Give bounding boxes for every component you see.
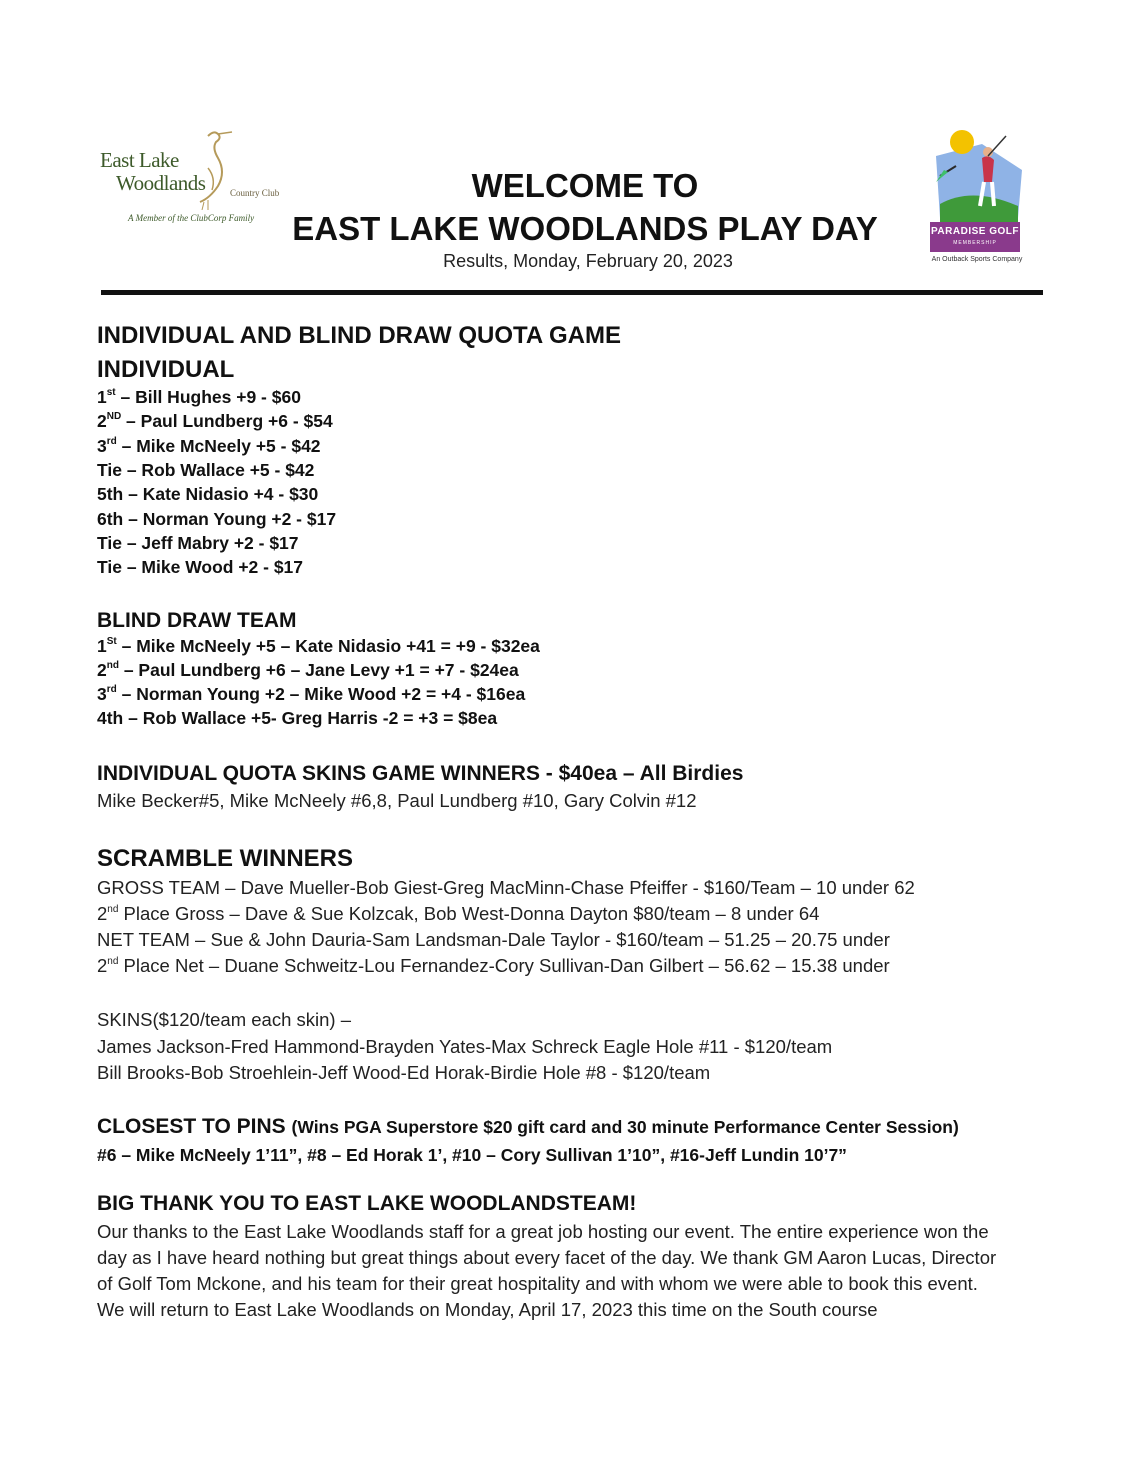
blind-draw-heading: BLIND DRAW TEAM <box>97 609 297 632</box>
row-text: – Mike McNeely +5 – Kate Nidasio +41 = +9 - $32ea <box>116 636 540 656</box>
paradise-golf-badge <box>930 222 1020 252</box>
logo-line-2: Woodlands <box>116 171 206 195</box>
ordinal-suffix: nd <box>107 955 119 967</box>
individual-result-row <box>97 411 333 432</box>
quota-game-heading: INDIVIDUAL AND BLIND DRAW QUOTA GAME <box>97 322 621 349</box>
row-lead: Tie <box>97 532 122 553</box>
blind-draw-result-row <box>97 708 497 729</box>
skins-game-heading: INDIVIDUAL QUOTA SKINS GAME WINNERS - $40ea – All Birdies <box>97 762 744 785</box>
ordinal-suffix: rd <box>106 435 117 447</box>
individual-heading: INDIVIDUAL <box>97 356 235 383</box>
scramble-result-row <box>97 955 890 977</box>
ordinal-suffix: St <box>106 636 117 648</box>
scramble-result-row <box>97 929 890 951</box>
row-text: – Sue & John Dauria-Sam Landsman-Dale Taylor - $160/team – 51.25 – 20.75 under <box>189 929 890 950</box>
row-lead: NET TEAM <box>97 929 190 950</box>
logo-right-tagline: An Outback Sports Company <box>931 256 1023 263</box>
logo-line-1: East Lake <box>100 148 179 172</box>
row-lead: 2 <box>97 955 108 976</box>
scramble-skins-line: James Jackson-Fred Hammond-Brayden Yates-Max Schreck Eagle Hole #11 - $120/team <box>97 1036 833 1057</box>
row-lead: Tie <box>97 459 122 480</box>
thank-you-line: of Golf Tom Mckone, and his team for their great hospitality and with whom we were able to book this event. <box>97 1273 978 1294</box>
ordinal-suffix: nd <box>107 903 119 915</box>
row-text: Place Net – Duane Schweitz-Lou Fernandez-Cory Sullivan-Dan Gilbert – 56.62 – 15.38 under <box>118 955 890 976</box>
page-title-line-1: WELCOME TO <box>471 167 699 204</box>
row-lead: Tie <box>97 557 122 578</box>
closest-to-pins-winners: #6 – Mike McNeely 1’11”, #8 – Ed Horak 1’, #10 – Cory Sullivan 1’10”, #16-Jeff Lundin 10’7” <box>97 1145 847 1165</box>
ordinal-suffix: rd <box>106 684 117 696</box>
ordinal-suffix: ND <box>106 411 122 423</box>
skins-game-winners: Mike Becker#5, Mike McNeely #6,8, Paul Lundberg #10, Gary Colvin #12 <box>97 790 697 811</box>
logo-tagline: A Member of the ClubCorp Family <box>128 213 255 223</box>
row-text: – Kate Nidasio +4 - $30 <box>123 484 319 505</box>
scramble-skins-line: Bill Brooks-Bob Stroehlein-Jeff Wood-Ed Horak-Birdie Hole #8 - $120/team <box>97 1062 711 1083</box>
row-lead: 1 <box>97 387 107 407</box>
row-text: – Paul Lundberg +6 - $54 <box>121 411 333 432</box>
row-lead: 5th <box>97 484 124 505</box>
row-text: – Mike McNeely +5 - $42 <box>116 435 321 456</box>
individual-result-row <box>97 533 299 554</box>
row-text: – Rob Wallace +5- Greg Harris -2 = +3 = $8ea <box>123 708 498 728</box>
page-subtitle: Results, Monday, February 20, 2023 <box>443 251 733 271</box>
individual-result-row <box>97 484 318 505</box>
row-lead: 4th <box>97 708 124 728</box>
individual-result-row <box>97 557 303 578</box>
scramble-skins-label: SKINS($120/team each skin) – <box>97 1009 351 1030</box>
ordinal-suffix: st <box>106 387 116 399</box>
row-lead: 3 <box>97 435 107 456</box>
row-lead: 3 <box>97 684 107 704</box>
row-text: – Dave Mueller-Bob Giest-Greg MacMinn-Chase Pfeiffer - $160/Team – 10 under 62 <box>220 877 915 898</box>
blind-draw-result-row <box>97 660 519 681</box>
row-lead: 2 <box>97 660 107 680</box>
scramble-result-row <box>97 877 915 899</box>
individual-result-row <box>97 436 321 457</box>
row-lead: 6th <box>97 508 124 529</box>
scramble-heading: SCRAMBLE WINNERS <box>97 845 353 872</box>
paradise-golf-logo <box>922 126 1032 271</box>
thank-you-heading: BIG THANK YOU TO EAST LAKE WOODLANDSTEAM! <box>97 1192 637 1215</box>
row-text: – Norman Young +2 - $17 <box>123 508 337 529</box>
thank-you-line: We will return to East Lake Woodlands on Monday, April 17, 2023 this time on the South course <box>97 1299 878 1320</box>
logo-line-3: Country Club <box>230 188 280 198</box>
row-lead: 2 <box>97 903 108 924</box>
badge-line-2: MEMBERSHIP <box>953 240 997 246</box>
row-text: – Mike Wood +2 - $17 <box>121 557 304 578</box>
header-divider <box>101 290 1043 295</box>
row-text: – Jeff Mabry +2 - $17 <box>121 532 299 553</box>
heron-icon <box>178 128 238 210</box>
individual-result-row <box>97 460 314 481</box>
row-lead: 2 <box>97 411 107 432</box>
row-lead: 1 <box>97 636 107 656</box>
thank-you-line: day as I have heard nothing but great things about every facet of the day. We thank GM Aaron Lucas, Director <box>97 1247 997 1268</box>
badge-line-1: PARADISE GOLF <box>931 226 1019 237</box>
row-text: Place Gross – Dave & Sue Kolzcak, Bob West-Donna Dayton $80/team – 8 under 64 <box>118 903 820 924</box>
closest-to-pins-prize: (Wins PGA Superstore $20 gift card and 30 minute Performance Center Session) <box>291 1117 959 1137</box>
individual-result-row <box>97 387 301 408</box>
east-lake-woodlands-logo <box>100 128 280 228</box>
ordinal-suffix: nd <box>106 660 119 672</box>
scramble-result-row <box>97 903 819 925</box>
thank-you-line: Our thanks to the East Lake Woodlands staff for a great job hosting our event. The entire experience won the <box>97 1221 989 1242</box>
blind-draw-result-row <box>97 636 540 657</box>
blind-draw-result-row <box>97 684 525 705</box>
page-title-line-2: EAST LAKE WOODLANDS PLAY DAY <box>292 210 878 247</box>
golfer-icon <box>922 126 1032 224</box>
closest-to-pins-row <box>97 1115 959 1139</box>
row-text: – Norman Young +2 – Mike Wood +2 = +4 - $16ea <box>116 684 526 704</box>
row-text: – Rob Wallace +5 - $42 <box>121 459 315 480</box>
closest-to-pins-heading: CLOSEST TO PINS <box>97 1115 286 1138</box>
row-text: – Bill Hughes +9 - $60 <box>115 387 301 407</box>
individual-result-row <box>97 509 336 530</box>
row-text: – Paul Lundberg +6 – Jane Levy +1 = +7 - $24ea <box>118 660 519 680</box>
row-lead: GROSS TEAM <box>97 877 221 898</box>
